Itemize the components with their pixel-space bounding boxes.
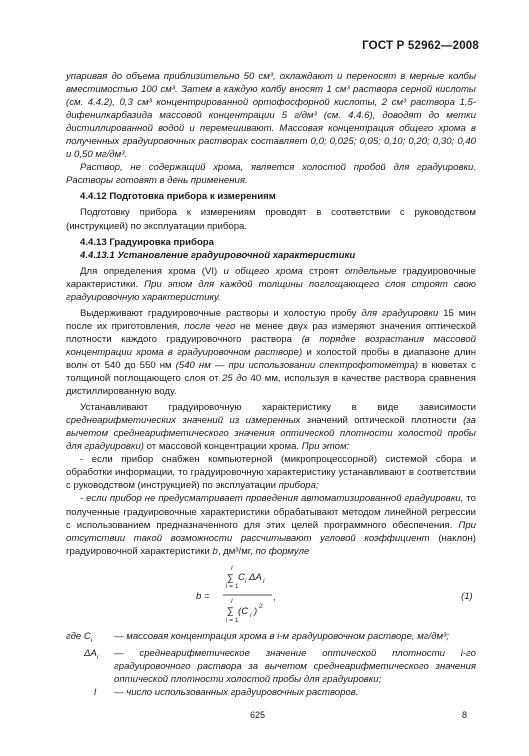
definition-item (66, 647, 476, 686)
heading-4-4-12: 4.4.12 Подготовка прибора к измерениям (80, 191, 276, 203)
formula-denom-c: (C (238, 605, 249, 617)
text-run: прибора; (278, 480, 319, 492)
footer-page-number-right: 8 (461, 710, 467, 720)
formula-numer-delta: ΔA (249, 571, 262, 583)
definition-symbol (66, 686, 114, 699)
formula-trailing-comma: , (273, 591, 276, 603)
formula-den-sum-sign: ∑ (227, 605, 234, 617)
formula-denom-close: ) (254, 605, 258, 617)
heading-4-4-13-1: 4.4.13.1 Установление градуировочной характеристики (80, 249, 356, 261)
formula-1 (66, 562, 476, 628)
text-run: строят (302, 265, 345, 277)
text-run: 15 мин после их приготовления, (66, 307, 476, 332)
paragraph-instrument-prep: Подготовку прибора к измерениям проводят в соответствии с руководством (инструкцией) по эксплуатации прибора. (66, 207, 476, 232)
text-run: - (80, 493, 87, 505)
text-run: отдельные (344, 265, 397, 277)
formula-numer-c: C (238, 571, 245, 583)
heading-4-4-13: 4.4.13 Градуировка прибора (80, 236, 215, 248)
formula-graphic (66, 562, 476, 628)
text-run: градуировочные характеристики. (66, 265, 476, 290)
text-run: не менее двух раз измеряют значения оптической плотности каждого градуировочного раствора (66, 320, 476, 345)
text-run: от массовой концентрации хрома. (143, 441, 302, 453)
formula-numer-c-sub: i (245, 577, 247, 585)
text-run: то полученные градуировочные характеристики обрабатывают методом линейной регрессии с использованием предназначенного для этих целей программного обеспечения. (66, 493, 476, 531)
footer-page-number-center: 625 (250, 710, 266, 720)
document-body (66, 70, 476, 699)
formula-sum-bottom: i = 1 (226, 582, 239, 590)
text-run: значений оптической плотности (300, 415, 464, 427)
text-run: после чего (184, 320, 236, 332)
symbol-subscript: i (96, 653, 99, 661)
text-run: и холостой пробы в диапазоне длин волн от 540 до 550 нм (66, 346, 476, 371)
formula-number: (1) (461, 590, 473, 602)
formula-sum-top: l (231, 564, 233, 572)
text-run: в кюветах с толщиной поглощающего слоя от (66, 359, 476, 385)
formula-den-sum-top: l (231, 597, 233, 605)
definition-text: — массовая концентрация хрома в i-м градуировочном растворе, мг/дм³; (114, 630, 449, 642)
definition-item (66, 630, 476, 647)
text-run: 40 мм, используя в качестве раствора сравнения дистиллированную воду. (66, 373, 476, 398)
text-run: Выдерживают градуировочные растворы и холостую пробу (80, 307, 362, 319)
text-run: (наклон) градуировочной характеристики (66, 532, 476, 557)
text-run: При отсутствии такой возможности рассчитывают угловой коэффициент (66, 519, 476, 544)
definition-symbol (66, 647, 114, 686)
text-run: При этом: (301, 441, 350, 453)
formula-definitions (66, 630, 476, 699)
formula-sum-sign: ∑ (227, 572, 234, 584)
definition-symbol (66, 630, 114, 647)
list-item-no-auto-calibration (66, 492, 476, 557)
text-run: (в порядке возрастания массовой концентрации хрома в градуировочном растворе) (66, 333, 476, 358)
list-item-computer-system (66, 453, 476, 492)
text-run: среднеарифметических значений из измеренных (66, 415, 301, 427)
paragraph-characteristic (66, 401, 476, 453)
text-run: , дм³/мг, (217, 545, 256, 557)
symbol-text: l (94, 686, 97, 698)
text-run: Устанавливают градуировочную характеристику в виде зависимости (80, 402, 476, 414)
formula-denom-sup: 2 (259, 602, 263, 610)
text-run: и общего хрома (223, 265, 303, 277)
formula-numer-delta-sub: i (263, 577, 265, 585)
formula-den-sum-bottom: i = 1 (226, 616, 239, 624)
formula-lhs: b = (196, 590, 210, 602)
text-run: 25 до (222, 373, 247, 385)
formula-denom-sub: i (250, 611, 252, 619)
text-run: по формуле (255, 545, 310, 557)
text-run: - если прибор снабжен компьютерной (микропроцессорной) системой сбора и обработки информации, то градуировочную характеристику устанавливают в соответствии с руководством (инструкцией) по эксплуатации (66, 454, 476, 492)
symbol-text: ΔA (84, 647, 97, 659)
paragraph-solution-prep: упаривая до объема приблизительно 50 см³, охлаждают и переносят в мерные колбы вместимостью 100 см³. Затем в каждую колбу вносят 1 см³ раствора серной кислоты (см. 4.4.2), 0,3 см³ концентрированной ортофосфорной кислоты, 2 см³ раствора 1,5-дифенилкарбазида массовой концентрации 5 г/дм³ (см. 4.4.6), доводят до метки дистиллированной водой и перемешивают. Массовая концентрация общего хрома в полученных градуировочных растворах составляет 0,0; 0,025; 0,05; 0,10; 0,20; 0,30; 0,40 и 0,50 мг/дм³. (66, 71, 476, 161)
text-run: для градуировки (361, 307, 439, 319)
paragraph-separate-characteristics (66, 265, 476, 304)
paragraph-measurement (66, 307, 476, 398)
text-run: Для определения хрома (VI) (80, 265, 224, 277)
text-run: (за вычетом среднеарифметического значения оптической плотности холостой пробы для градуировки) (66, 415, 476, 453)
document-id-header: ГОСТ Р 52962—2008 (362, 40, 479, 52)
symbol-text: где C (66, 630, 91, 642)
paragraph-blank-sample: Раствор, не содержащий хрома, является холостой пробой для градуировки. Растворы готовят в день применения. (66, 162, 476, 187)
definition-text: — среднеарифметическое значение оптической плотности i-го градуировочного раствора за вычетом среднеарифметического значения оптической плотности холостой пробы для градуировки; (114, 647, 476, 685)
definition-text: — число использованных градуировочных растворов. (114, 686, 359, 698)
symbol-subscript: i (90, 636, 93, 644)
text-run: если прибор не предусматривает проведения автоматизированной градуировки, (86, 493, 464, 505)
definition-item (66, 686, 476, 699)
text-run: (540 нм — при использовании спектрофотометра) (175, 359, 419, 371)
text-run: При этом для каждой толщины поглощающего слоя строят свою градуировочную характеристику. (66, 278, 476, 303)
text-run: b (212, 545, 218, 557)
